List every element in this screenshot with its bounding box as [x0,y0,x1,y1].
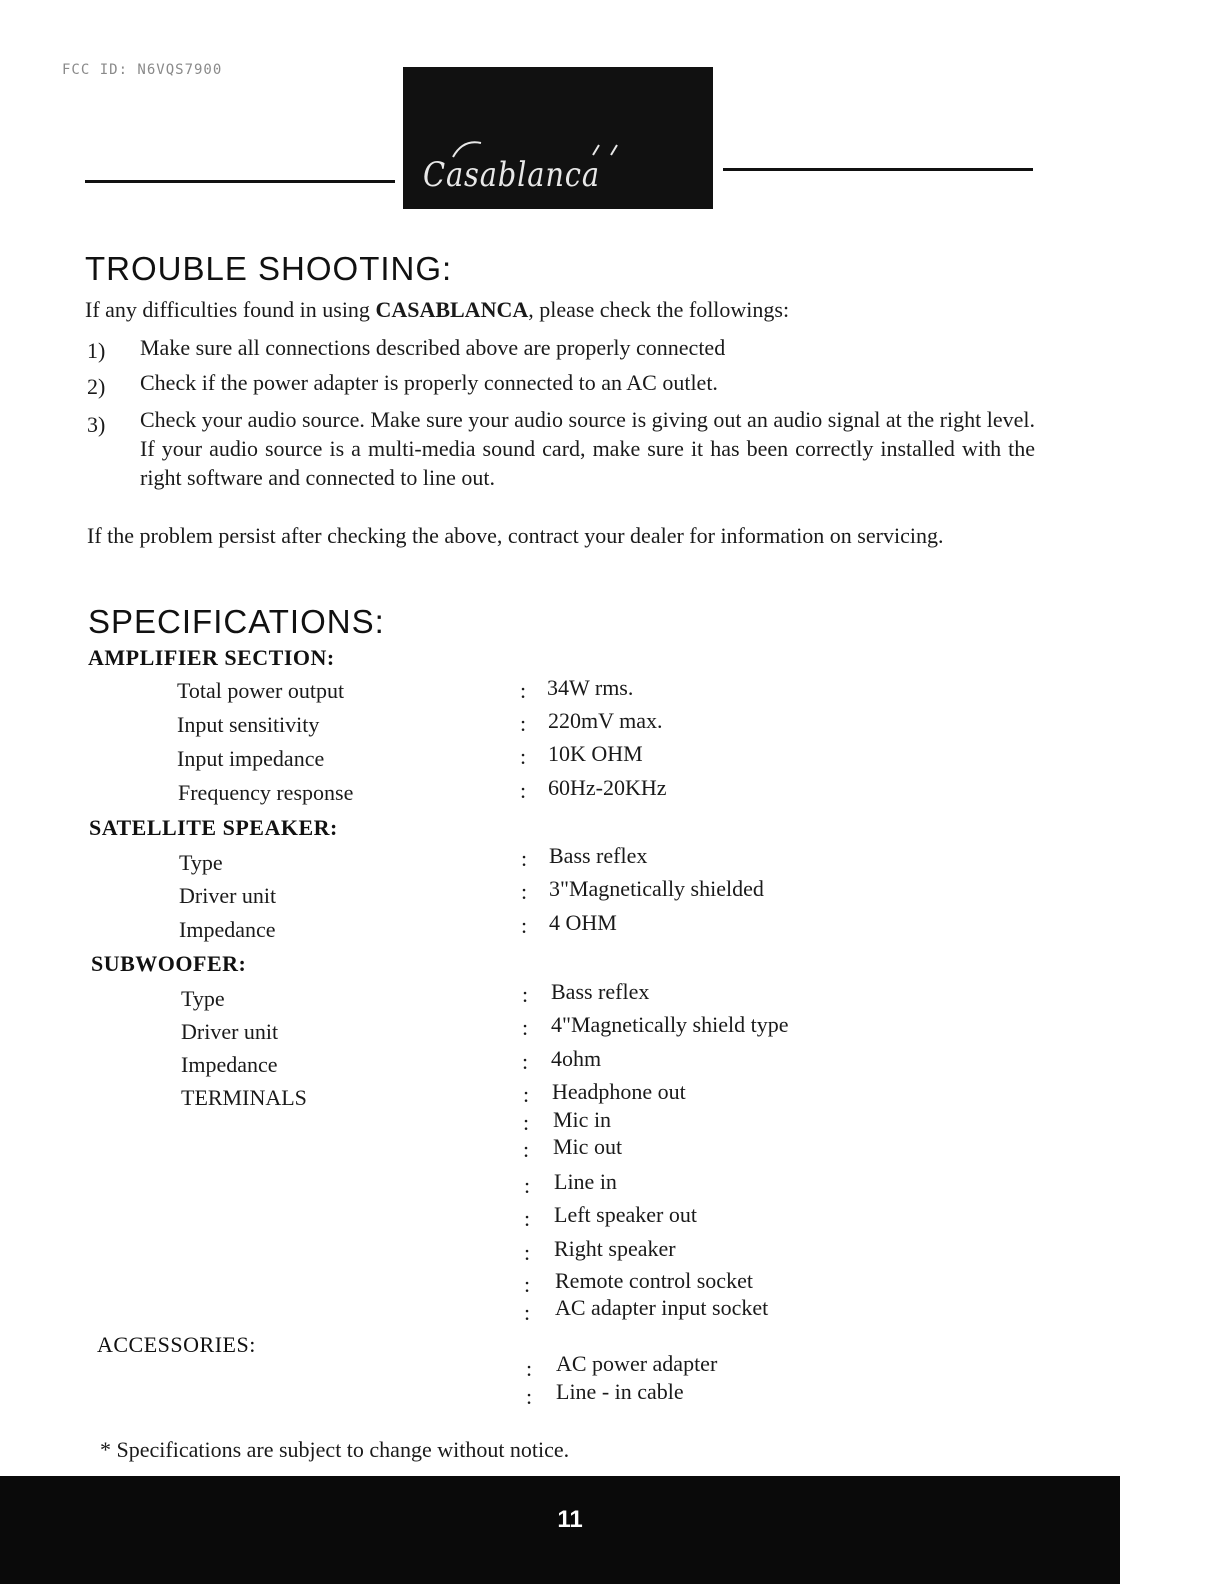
troubleshooting-item: Check your audio source. Make sure your audio source is giving out an audio signal at the right level. If your audio source is a multi-media sound card, make sure it has been correctly installed with the right software and connected to line out. [140,407,1035,490]
spec-colon: : [523,1137,530,1162]
spec-value: 60Hz-20KHz [548,775,667,800]
brand-logo [403,67,713,209]
spec-colon: : [524,1206,531,1231]
spec-colon: : [526,1356,533,1381]
spec-colon: : [522,982,529,1007]
footer-bar [0,1476,1120,1584]
subwoofer-heading: SUBWOOFER: [91,951,247,976]
accessory-value: AC power adapter [556,1351,718,1376]
spec-label: Impedance [179,917,276,942]
spec-colon: : [522,1049,529,1074]
terminal-value: AC adapter input socket [555,1295,769,1320]
troubleshooting-item: Make sure all connections described above are properly connected [140,335,726,360]
intro-suffix: , please check the followings: [528,297,790,322]
spec-value: 4"Magnetically shield type [551,1012,789,1037]
spec-value: 3"Magnetically shielded [549,876,764,901]
spec-label: Input impedance [177,746,325,771]
change-notice: * Specifications are subject to change without notice. [100,1437,570,1462]
spec-colon: : [521,879,528,904]
spec-label: Frequency response [178,780,354,805]
spec-colon: : [523,1082,530,1107]
troubleshooting-item: Check if the power adapter is properly connected to an AC outlet. [140,370,718,395]
spec-value: Bass reflex [551,979,650,1004]
spec-value: 220mV max. [548,708,663,733]
spec-value: 10K OHM [548,741,643,766]
spec-colon: : [523,1110,530,1135]
item-number: 1) [87,338,106,363]
spec-colon: : [524,1300,531,1325]
item-number: 2) [87,374,106,399]
terminal-value: Right speaker [554,1236,676,1261]
terminal-value: Mic in [553,1107,612,1132]
spec-value: 4ohm [551,1046,602,1071]
page-number: 11 [557,1506,583,1533]
spec-colon: : [522,1015,529,1040]
accessories-heading: ACCESSORIES: [97,1332,256,1357]
troubleshooting-intro [85,297,789,323]
spec-colon: : [524,1272,531,1297]
spec-value: 4 OHM [549,910,617,935]
spec-colon: : [520,744,527,769]
spec-colon: : [520,678,527,703]
spec-value: 34W rms. [547,675,634,700]
terminal-value: Line in [554,1169,617,1194]
spec-label: Type [179,850,223,875]
accessory-value: Line - in cable [556,1379,684,1404]
header-rule-left [85,180,395,183]
terminal-value: Mic out [553,1134,623,1159]
spec-label: Input sensitivity [177,712,320,737]
spec-label: Total power output [177,678,345,703]
spec-label: Driver unit [181,1019,279,1044]
satellite-heading: SATELLITE SPEAKER: [89,815,338,840]
spec-colon: : [526,1384,533,1409]
troubleshooting-title: TROUBLE SHOOTING: [85,250,453,287]
header-rule-right [723,168,1033,171]
terminal-value: Remote control socket [555,1268,753,1293]
item-number: 3) [87,412,106,437]
spec-label: Impedance [181,1052,278,1077]
specifications-title: SPECIFICATIONS: [88,603,385,640]
spec-colon: : [521,913,528,938]
spec-label: Type [181,986,225,1011]
spec-colon: : [524,1173,531,1198]
spec-colon: : [521,846,528,871]
terminal-value: Headphone out [552,1079,686,1104]
fcc-id: FCC ID: N6VQS7900 [62,62,223,78]
troubleshooting-closing: If the problem persist after checking the above, contract your dealer for information on servicing. [87,523,944,548]
spec-colon: : [520,778,527,803]
amplifier-heading: AMPLIFIER SECTION: [88,645,335,670]
intro-prefix: If any difficulties found in using [85,297,376,322]
terminal-value: Left speaker out [554,1202,697,1227]
spec-colon: : [520,711,527,736]
spec-label: Driver unit [179,883,277,908]
spec-colon: : [524,1240,531,1265]
intro-brand: CASABLANCA [375,297,529,322]
spec-value: Bass reflex [549,843,648,868]
logo-text: Casablanca [423,155,600,195]
terminals-label: TERMINALS [181,1085,307,1110]
